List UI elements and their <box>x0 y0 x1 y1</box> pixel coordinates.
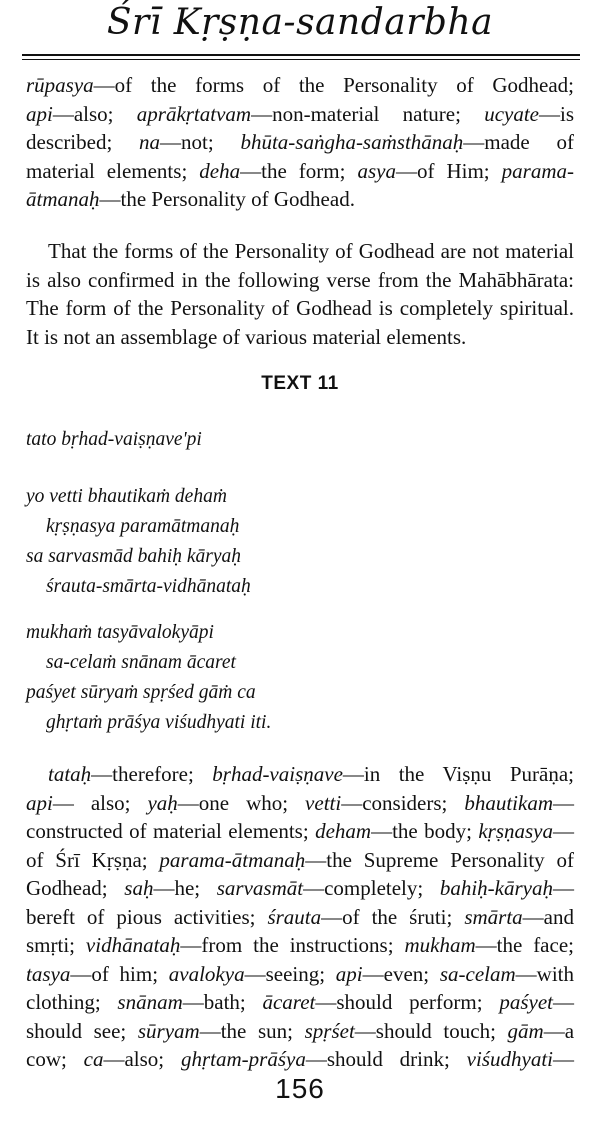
gloss-text: — <box>553 1047 574 1071</box>
sanskrit-term: ātmanaḥ <box>26 187 100 211</box>
gloss-text: —completely; <box>303 876 440 900</box>
sanskrit-term: api <box>26 790 53 815</box>
gloss-text: —should perform; <box>315 990 500 1014</box>
sanskrit-term: na <box>139 130 161 154</box>
text-line <box>26 846 574 875</box>
sanskrit-term: parama-ātmanaḥ <box>159 847 306 872</box>
verse-line: śrauta-smārta-vidhānataḥ <box>46 576 251 597</box>
sanskrit-term: yaḥ <box>147 790 178 815</box>
sanskrit-term: parama- <box>501 158 574 183</box>
gloss-text: —the Supreme Personality of <box>305 847 574 872</box>
gloss-text: —the sun; <box>199 1018 305 1043</box>
translation-line: is also confirmed in the following verse from the Mahābhārata: <box>26 267 574 292</box>
gloss-text: —should drink; <box>305 1047 467 1071</box>
sanskrit-term: gām <box>507 1018 544 1043</box>
gloss-text: —also; <box>52 101 137 126</box>
gloss-text: —of the śruti; <box>321 904 465 929</box>
sanskrit-term: vetti <box>305 790 342 815</box>
sanskrit-term: spṛśet <box>304 1018 355 1043</box>
sanskrit-term: kṛṣṇasya <box>478 819 553 843</box>
sanskrit-term: bhautikam <box>464 790 553 815</box>
sanskrit-term: sūryam <box>137 1018 200 1043</box>
sanskrit-term: bhūta-saṅgha-saṁsthānaḥ <box>240 130 464 154</box>
gloss-text: bereft of pious activities; <box>26 904 268 929</box>
gloss-text: —the Personality of Godhead. <box>99 187 355 211</box>
sanskrit-term: mukham <box>404 933 476 957</box>
synonyms-paragraph-2 <box>26 760 574 1074</box>
text-line <box>26 185 574 214</box>
sanskrit-term: asya <box>357 158 396 183</box>
gloss-text: — also; <box>52 790 148 815</box>
sanskrit-term: rūpasya <box>26 73 94 97</box>
gloss-text: —in the Viṣṇu Purāṇa; <box>342 762 574 786</box>
gloss-text: —of him; <box>70 961 169 986</box>
gloss-text: —from the instructions; <box>180 933 405 957</box>
sanskrit-term: api <box>26 101 53 126</box>
translation-line: It is not an assemblage of various material elements. <box>26 324 467 349</box>
gloss-text: —even; <box>362 961 440 986</box>
gloss-text: —a <box>543 1018 575 1043</box>
sanskrit-term: bahiḥ-kāryaḥ <box>439 876 553 900</box>
text-line <box>26 760 574 789</box>
sanskrit-term: deha <box>199 158 241 183</box>
gloss-text: —non-material nature; <box>251 101 485 126</box>
header-rule-thin <box>22 59 580 60</box>
verse-intro <box>26 425 574 455</box>
sanskrit-term: ucyate <box>484 101 539 126</box>
gloss-text: —made of <box>463 130 574 154</box>
text-line <box>26 789 574 818</box>
gloss-text: — <box>553 876 574 900</box>
text-line <box>26 874 574 903</box>
text-line <box>26 988 574 1017</box>
verse-line: sa sarvasmād bahiḥ kāryaḥ <box>26 546 242 567</box>
gloss-text: —not; <box>160 130 241 154</box>
gloss-text: clothing; <box>26 990 118 1014</box>
translation-line: The form of the Personality of Godhead is completely spiritual. <box>26 296 574 320</box>
gloss-text: — <box>552 790 574 815</box>
gloss-text: —with <box>515 961 574 986</box>
gloss-text: —the body; <box>371 819 479 843</box>
sanskrit-term: deham <box>315 819 372 843</box>
gloss-text: —also; <box>103 1047 181 1071</box>
sanskrit-term: snānam <box>117 990 183 1014</box>
text-line <box>26 960 574 989</box>
sanskrit-term: tasya <box>26 961 71 986</box>
text-line <box>26 903 574 932</box>
translation-line: That the forms of the Personality of Godhead are not material <box>48 239 574 263</box>
sanskrit-term: vidhānataḥ <box>85 933 181 957</box>
sanskrit-term: saḥ <box>124 876 154 900</box>
sanskrit-term: sarvasmāt <box>216 876 304 900</box>
gloss-text: —and <box>522 904 574 929</box>
gloss-text: —therefore; <box>91 762 213 786</box>
sanskrit-term: api <box>335 961 363 986</box>
sanskrit-term: ca <box>83 1047 104 1071</box>
gloss-text: —of Him; <box>395 158 502 183</box>
running-header-title: Śrī Kṛṣṇa-sandarbha <box>106 2 494 43</box>
gloss-text: material elements; <box>26 158 200 183</box>
gloss-text: — <box>553 819 574 843</box>
synonyms-paragraph-1 <box>26 71 574 214</box>
gloss-text: —of the forms of the Personality of Godhead; <box>93 73 574 97</box>
gloss-text: should see; <box>26 1018 138 1043</box>
sanskrit-term: smārta <box>464 904 523 929</box>
gloss-text: — <box>552 990 574 1014</box>
verse-stanza-2 <box>26 618 574 738</box>
page-number: 156 <box>275 1073 325 1104</box>
gloss-text: —the form; <box>240 158 358 183</box>
verse-stanza-1 <box>26 482 574 602</box>
sanskrit-term: avalokya <box>168 961 245 986</box>
text-line <box>26 157 574 186</box>
gloss-text: smṛti; <box>26 933 86 957</box>
verse-line: sa-celaṁ snānam ācaret <box>46 652 236 673</box>
section-heading: TEXT 11 <box>261 373 339 394</box>
sanskrit-term: bṛhad-vaiṣṇave <box>212 762 343 786</box>
text-line <box>26 1045 574 1074</box>
text-line <box>26 931 574 960</box>
sanskrit-term: viśudhyati <box>466 1047 553 1071</box>
verse-line: tato bṛhad-vaiṣṇave'pi <box>26 429 202 450</box>
gloss-text: —bath; <box>182 990 263 1014</box>
sanskrit-term: paśyet <box>499 990 553 1014</box>
text-line <box>26 817 574 846</box>
gloss-text: described; <box>26 130 140 154</box>
gloss-text: —he; <box>153 876 217 900</box>
gloss-text: —the face; <box>475 933 574 957</box>
text-line <box>26 128 574 157</box>
gloss-text: —one who; <box>177 790 306 815</box>
gloss-text: cow; <box>26 1047 84 1071</box>
sanskrit-term: aprākṛtatvam <box>136 101 252 126</box>
sanskrit-term: ācaret <box>262 990 316 1014</box>
verse-line: paśyet sūryaṁ spṛśed gāṁ ca <box>26 682 256 703</box>
sanskrit-term: sa-celam <box>439 961 516 986</box>
verse-line: yo vetti bhautikaṁ dehaṁ <box>26 486 227 507</box>
sanskrit-term: tataḥ <box>48 762 92 786</box>
verse-line: ghṛtaṁ prāśya viśudhyati iti. <box>46 712 272 733</box>
gloss-text: —is <box>538 101 574 126</box>
text-line <box>26 100 574 129</box>
header-rule-thick <box>22 54 580 56</box>
gloss-text: Godhead; <box>26 876 125 900</box>
sanskrit-term: ghṛtam-prāśya <box>180 1047 306 1071</box>
translation-paragraph <box>26 237 574 351</box>
verse-line: kṛṣṇasya paramātmanaḥ <box>46 516 240 537</box>
gloss-text: of Śrī Kṛṣṇa; <box>26 847 160 872</box>
gloss-text: —seeing; <box>244 961 336 986</box>
sanskrit-term: śrauta <box>267 904 322 929</box>
verse-line: mukhaṁ tasyāvalokyāpi <box>26 622 214 643</box>
text-line <box>26 71 574 100</box>
text-line <box>26 1017 574 1046</box>
gloss-text: —should touch; <box>354 1018 508 1043</box>
gloss-text: constructed of material elements; <box>26 819 316 843</box>
gloss-text: —considers; <box>341 790 465 815</box>
